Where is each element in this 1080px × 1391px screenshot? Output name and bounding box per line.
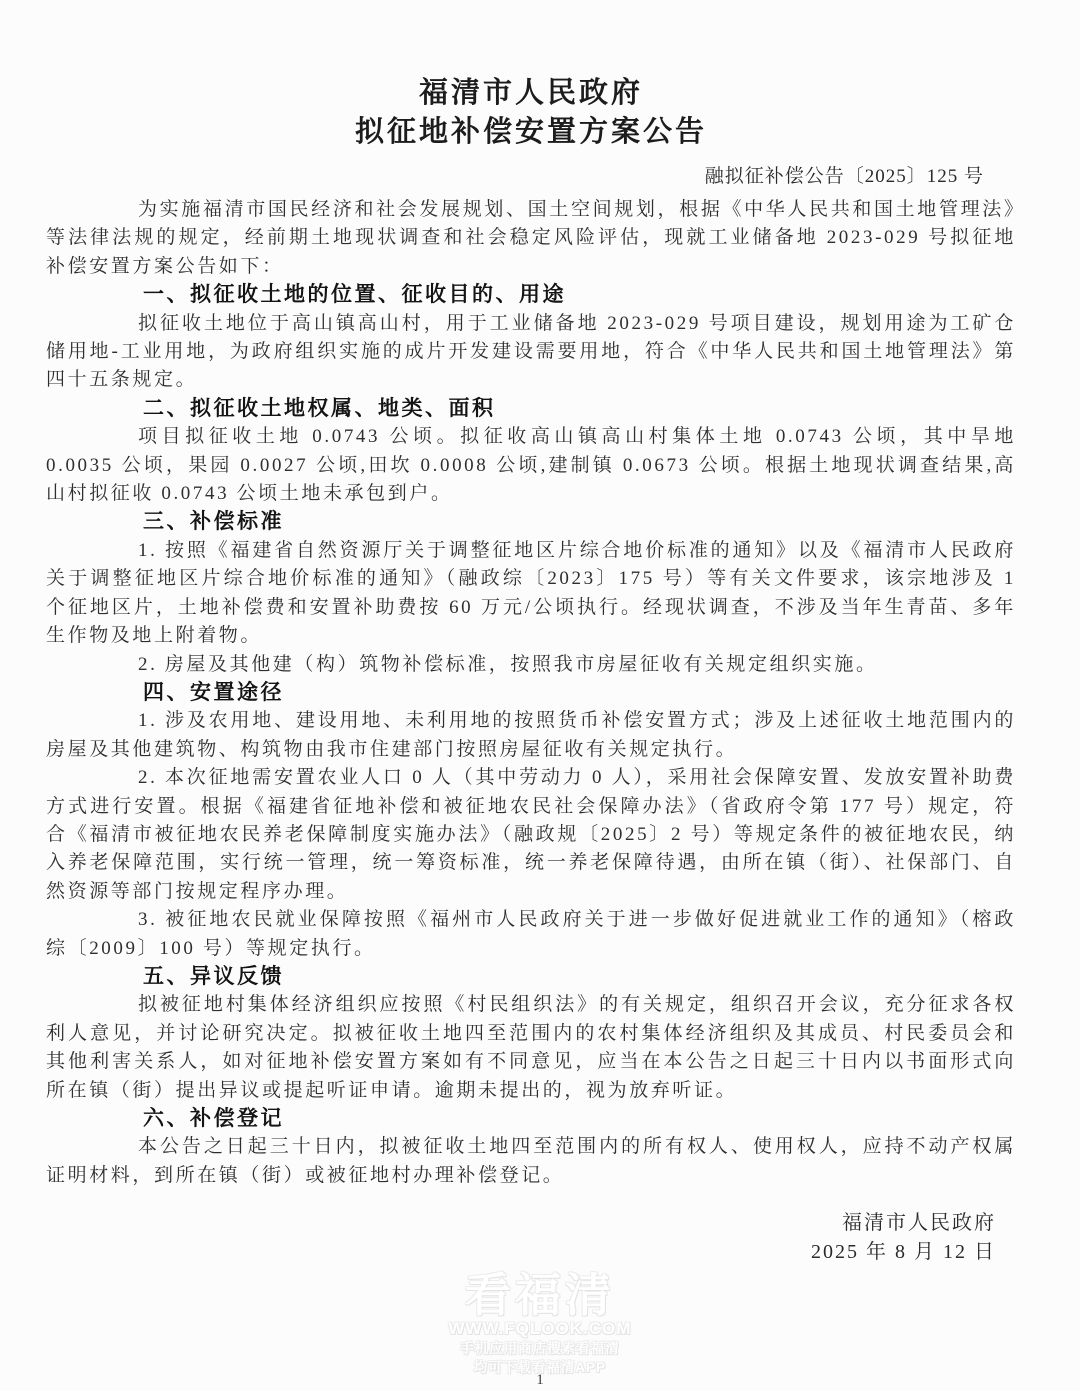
- watermark-tagline-1: 手机应用商店搜索看福清: [460, 1341, 620, 1356]
- watermark-url: WWW.FQLOOK.COM: [448, 1319, 632, 1338]
- section-2-paragraph-1: 项目拟征收土地 0.0743 公顷。拟征收高山镇高山村集体土地 0.0743 公顷，其中旱地 0.0035 公顷，果园 0.0027 公顷,田坎 0.0008 公顷,建制镇 0.0673 公顷。根据土地现状调查结果,高山村拟征收 0.0743 公顷土地未承包到户。: [46, 426, 1016, 505]
- intro-paragraph: 为实施福清市国民经济和社会发展规划、国土空间规划，根据《中华人民共和国土地管理法》等法律法规的规定，经前期土地现状调查和社会稳定风险评估，现就工业储备地 2023-029 号拟征地补偿安置方案公告如下：: [46, 199, 1016, 277]
- section-6-paragraph-1: 本公告之日起三十日内，拟被征收土地四至范围内的所有权人、使用权人，应持不动产权属证明材料，到所在镇（街）或被征地村办理补偿登记。: [46, 1136, 1016, 1186]
- section-6-heading: 六、补偿登记: [143, 1107, 284, 1130]
- section-3-paragraph-2: 2. 房屋及其他建（构）筑物补偿标准，按照我市房屋征收有关规定组织实施。: [138, 653, 878, 675]
- section-3-heading: 三、补偿标准: [143, 510, 284, 534]
- section-5-heading: 五、异议反馈: [143, 964, 284, 988]
- section-3-paragraph-1: 1. 按照《福建省自然资源厅关于调整征地区片综合地价标准的通知》以及《福清市人民政府关于调整征地区片综合地价标准的通知》（融政综〔2023〕175 号）等有关文件要求，该宗地涉及 1 个征地区片，土地补偿费和安置补助费按 60 万元/公顷执行。经现状调查，不涉及当年生青苗、多年生作物及地上附着物。: [46, 539, 1016, 647]
- announcement-document: [46, 0, 1016, 1267]
- signature-date: 2025 年 8 月 12 日: [811, 1241, 996, 1264]
- watermark: [0, 1269, 1080, 1376]
- section-1-paragraph-1: 拟征收土地位于高山镇高山村，用于工业储备地 2023-029 号项目建设，规划用途为工矿仓储用地-工业用地，为政府组织实施的成片开发建设需要用地，符合《中华人民共和国土地管理法》第四十五条规定。: [46, 312, 1016, 391]
- title-line-subject: 拟征地补偿安置方案公告: [354, 116, 707, 148]
- page-number: 1: [536, 1372, 544, 1388]
- section-4-heading: 四、安置途径: [143, 680, 284, 704]
- section-5-paragraph-1: 拟被征地村集体经济组织应按照《村民组织法》的有关规定，组织召开会议，充分征求各权利人意见，并讨论研究决定。拟被征收土地四至范围内的农村集体经济组织及其成员、村民委员会和其他利害关系人，如对征地补偿安置方案如有不同意见，应当在本公告之日起三十日内以书面形式向所在镇（街）提出异议或提起听证申请。逾期未提出的，视为放弃听证。: [46, 994, 1016, 1101]
- section-2-heading: 二、拟征收土地权属、地类、面积: [143, 396, 496, 420]
- signature-block: [46, 1209, 1016, 1267]
- watermark-brand-text: 看福清: [465, 1269, 615, 1321]
- document-number: 融拟征补偿公告〔2025〕125 号: [704, 166, 984, 187]
- section-1-heading: 一、拟征收土地的位置、征收目的、用途: [143, 283, 566, 307]
- document-title: [46, 74, 1016, 152]
- title-line-issuer: 福清市人民政府: [418, 77, 643, 109]
- section-4-paragraph-2: 2. 本次征地需安置农业人口 0 人（其中劳动力 0 人），采用社会保障安置、发放安置补助费方式进行安置。根据《福建省征地补偿和被征地农民社会保障办法》（省政府令第 177 号）规定，符合《福清市被征地农民养老保障制度实施办法》（融政规〔2025〕2 号）等规定条件的被征地农民，纳入养老保障范围，实行统一管理，统一筹资标准，统一养老保障待遇，由所在镇（街）、社保部门、自然资源等部门按规定程序办理。: [46, 767, 1016, 902]
- watermark-tagline-2: 均可下载看福清APP: [473, 1360, 607, 1375]
- signature-issuer: 福清市人民政府: [842, 1212, 996, 1235]
- section-4-paragraph-1: 1. 涉及农用地、建设用地、未利用地的按照货币补偿安置方式；涉及上述征收土地范围内的房屋及其他建筑物、构筑物由我市住建部门按照房屋征收有关规定执行。: [46, 710, 1016, 760]
- section-4-paragraph-3: 3. 被征地农民就业保障按照《福州市人民政府关于进一步做好促进就业工作的通知》（榕政综〔2009〕100 号）等规定执行。: [46, 909, 1016, 959]
